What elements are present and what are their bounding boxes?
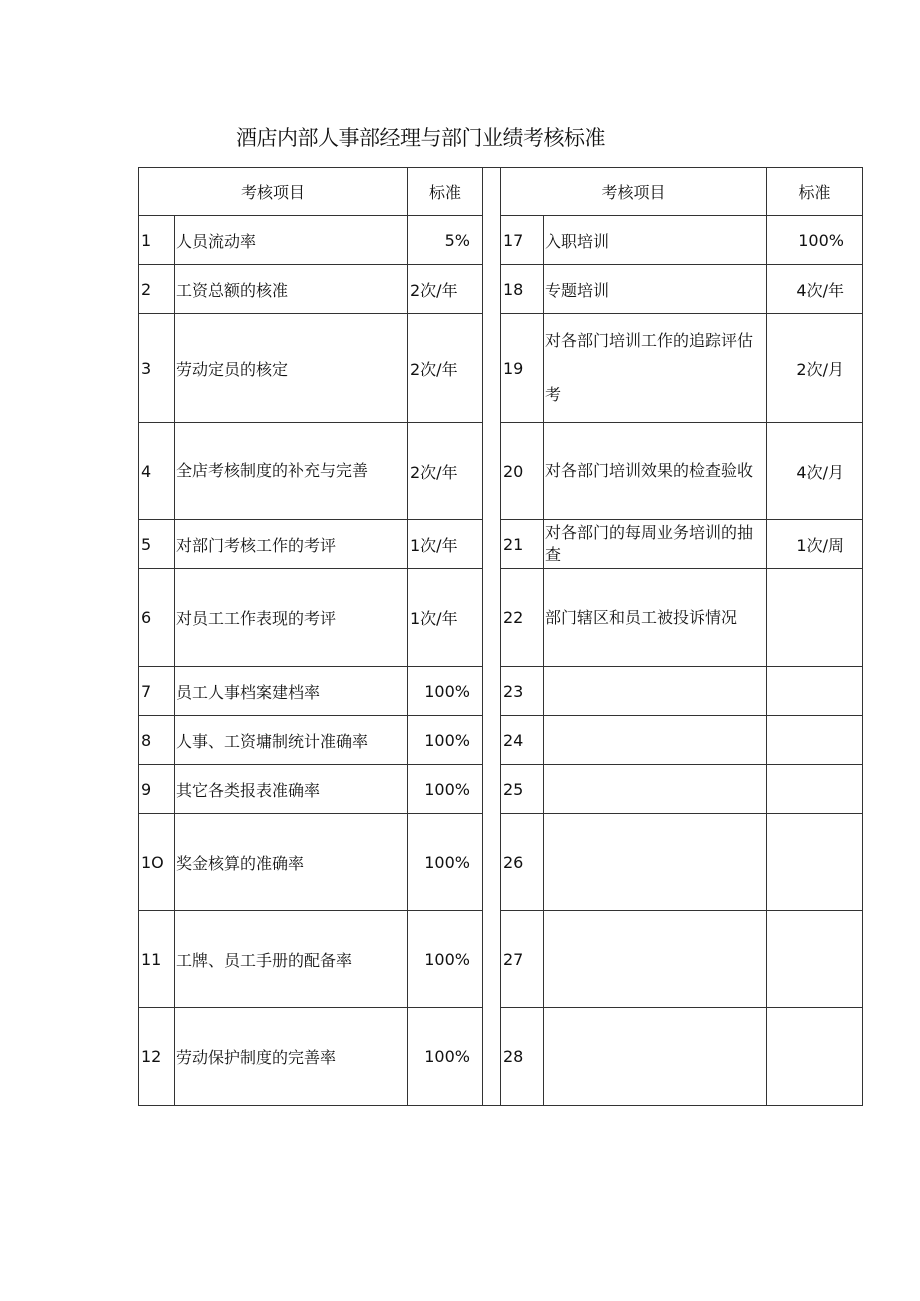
row-number: 11 [139,911,175,1008]
row-number: 19 [501,314,544,423]
item-name: 工牌、员工手册的配备率 [175,911,408,1008]
item-standard [767,814,863,911]
item-standard: 4次/年 [767,265,863,314]
item-standard: 4次/月 [767,423,863,520]
item-standard: 100% [767,216,863,265]
row-number: 7 [139,667,175,716]
item-name [544,1008,767,1106]
item-standard: 5% [408,216,483,265]
row-number: 4 [139,423,175,520]
item-standard [767,667,863,716]
column-gap [483,168,501,1106]
row-number: 26 [501,814,544,911]
document-title: 酒店内部人事部经理与部门业绩考核标准 [236,126,605,150]
item-standard: 2次/年 [408,265,483,314]
item-name: 员工人事档案建档率 [175,667,408,716]
item-name: 对部门考核工作的考评 [175,520,408,569]
row-number: 27 [501,911,544,1008]
table-row [139,265,863,314]
row-number: 1O [139,814,175,911]
table-row [139,667,863,716]
table-row [139,216,863,265]
item-standard [767,569,863,667]
item-name: 工资总额的核准 [175,265,408,314]
row-number: 3 [139,314,175,423]
row-number: 5 [139,520,175,569]
item-name: 专题培训 [544,265,767,314]
table-row [139,423,863,520]
table-row [139,569,863,667]
item-name: 对各部门培训工作的追踪评估考 [544,314,767,423]
assessment-table [138,167,863,1106]
row-number: 28 [501,1008,544,1106]
item-standard: 2次/月 [767,314,863,423]
item-standard [767,716,863,765]
item-name: 部门辖区和员工被投诉情况 [544,569,767,667]
right-item-header: 考核项目 [501,168,767,216]
table-row [139,716,863,765]
item-name: 劳动保护制度的完善率 [175,1008,408,1106]
table-row [139,765,863,814]
table-row [139,520,863,569]
table-row [139,911,863,1008]
row-number: 21 [501,520,544,569]
item-name: 对各部门培训效果的检查验收 [544,423,767,520]
left-item-header: 考核项目 [139,168,408,216]
item-name [544,716,767,765]
item-name: 对各部门的每周业务培训的抽查 [544,520,767,569]
item-standard: 1次/年 [408,569,483,667]
item-standard [767,1008,863,1106]
item-name: 人员流动率 [175,216,408,265]
right-std-header: 标准 [767,168,863,216]
item-name: 对员工工作表现的考评 [175,569,408,667]
item-name [544,911,767,1008]
item-standard: 100% [408,1008,483,1106]
item-standard: 2次/年 [408,423,483,520]
item-standard: 100% [408,765,483,814]
row-number: 12 [139,1008,175,1106]
item-name: 其它各类报表准确率 [175,765,408,814]
row-number: 8 [139,716,175,765]
row-number: 22 [501,569,544,667]
item-name: 奖金核算的准确率 [175,814,408,911]
row-number: 20 [501,423,544,520]
table-row [139,314,863,423]
item-standard: 100% [408,814,483,911]
item-name [544,814,767,911]
item-standard [767,765,863,814]
row-number: 6 [139,569,175,667]
table-row [139,1008,863,1106]
row-number: 25 [501,765,544,814]
item-name: 全店考核制度的补充与完善 [175,423,408,520]
row-number: 2 [139,265,175,314]
item-standard [767,911,863,1008]
row-number: 23 [501,667,544,716]
row-number: 17 [501,216,544,265]
item-standard: 100% [408,667,483,716]
header-row [139,168,863,216]
item-name [544,765,767,814]
item-name: 人事、工资墉制统计准确率 [175,716,408,765]
table-row [139,814,863,911]
item-name [544,667,767,716]
item-standard: 1次/周 [767,520,863,569]
item-standard: 100% [408,716,483,765]
left-std-header: 标准 [408,168,483,216]
row-number: 9 [139,765,175,814]
item-name: 入职培训 [544,216,767,265]
item-standard: 100% [408,911,483,1008]
item-standard: 1次/年 [408,520,483,569]
row-number: 18 [501,265,544,314]
row-number: 1 [139,216,175,265]
row-number: 24 [501,716,544,765]
item-name: 劳动定员的核定 [175,314,408,423]
item-standard: 2次/年 [408,314,483,423]
